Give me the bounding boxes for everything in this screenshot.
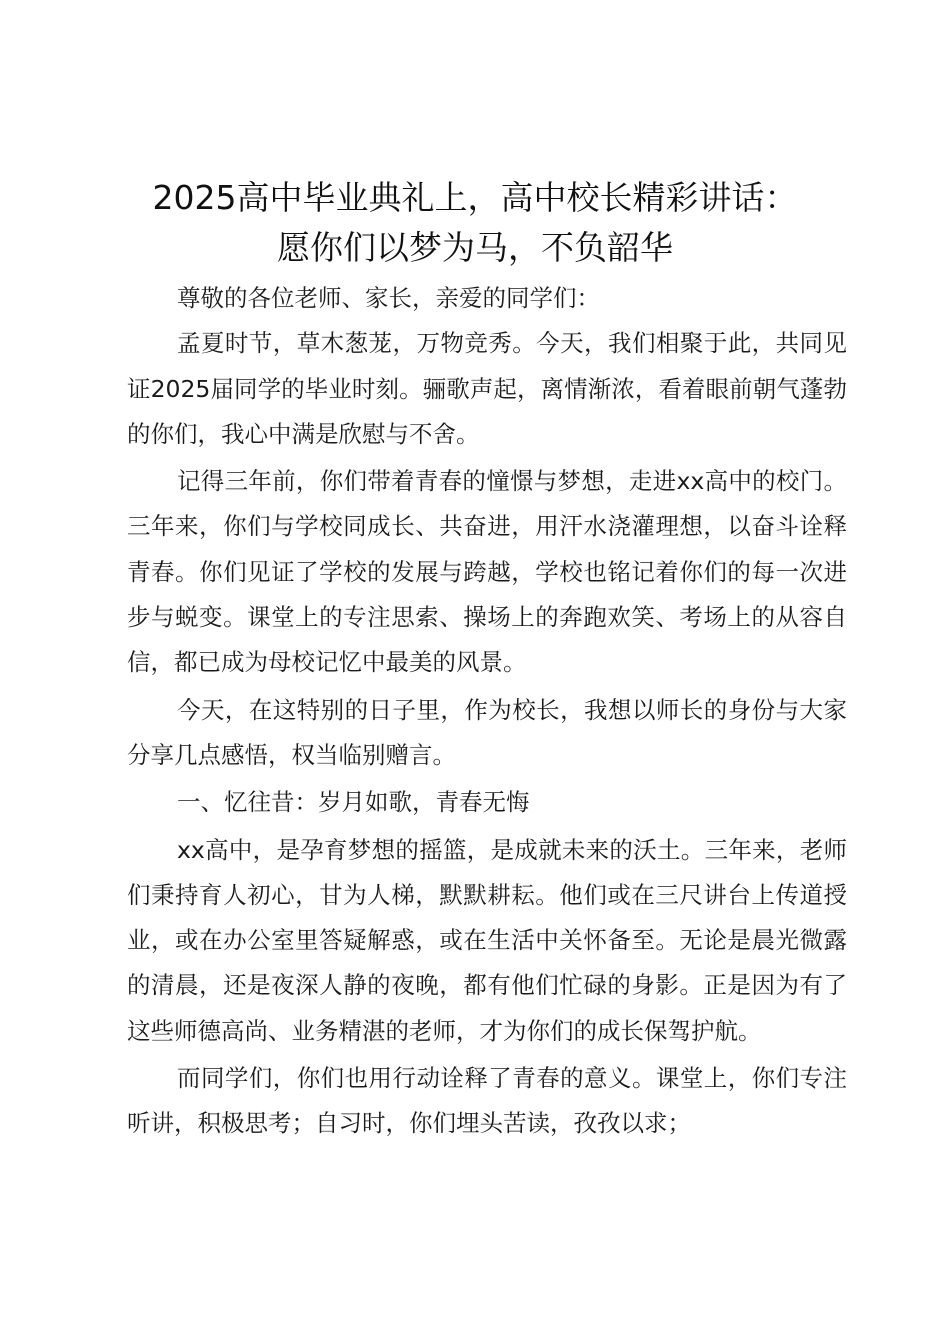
body-paragraph: 记得三年前，你们带着青春的憧憬与梦想，走进xx高中的校门。三年来，你们与学校同成长、共奋进，用汗水浇灌理想，以奋斗诠释青春。你们见证了学校的发展与跨越，学校也铭记着你们的每一次进步与蜕变。课堂上的专注思索、操场上的奔跑欢笑、考场上的从容自信，都已成为母校记忆中最美的风景。 <box>127 467 847 677</box>
salutation-paragraph: 尊敬的各位老师、家长，亲爱的同学们： <box>177 284 600 312</box>
document-title-line-1: 2025高中毕业典礼上，高中校长精彩讲话： <box>152 178 798 217</box>
body-paragraph: xx高中，是孕育梦想的摇篮，是成就未来的沃土。三年来，老师们秉持育人初心，甘为人梯，默默耕耘。他们或在三尺讲台上传道授业，或在办公室里答疑解惑，或在生活中关怀备至。无论是晨光微露的清晨，还是夜深人静的夜晚，都有他们忙碌的身影。正是因为有了这些师德高尚、业务精湛的老师，才为你们的成长保驾护航。 <box>127 835 847 1045</box>
document-body <box>127 276 847 1147</box>
body-paragraph: 今天，在这特别的日子里，作为校长，我想以师长的身份与大家分享几点感悟，权当临别赠言。 <box>127 695 847 769</box>
body-paragraph: 孟夏时节，草木葱茏，万物竞秀。今天，我们相聚于此，共同见证2025届同学的毕业时刻。骊歌声起，离情渐浓，看着眼前朝气蓬勃的你们，我心中满是欣慰与不舍。 <box>127 329 847 448</box>
section-heading: 一、忆往昔：岁月如歌，青春无悔 <box>177 788 530 817</box>
document-title-line-2: 愿你们以梦为马，不负韶华 <box>277 228 673 267</box>
body-paragraph: 而同学们，你们也用行动诠释了青春的意义。课堂上，你们专注听讲，积极思考；自习时，你们埋头苦读，孜孜以求； <box>127 1064 847 1138</box>
